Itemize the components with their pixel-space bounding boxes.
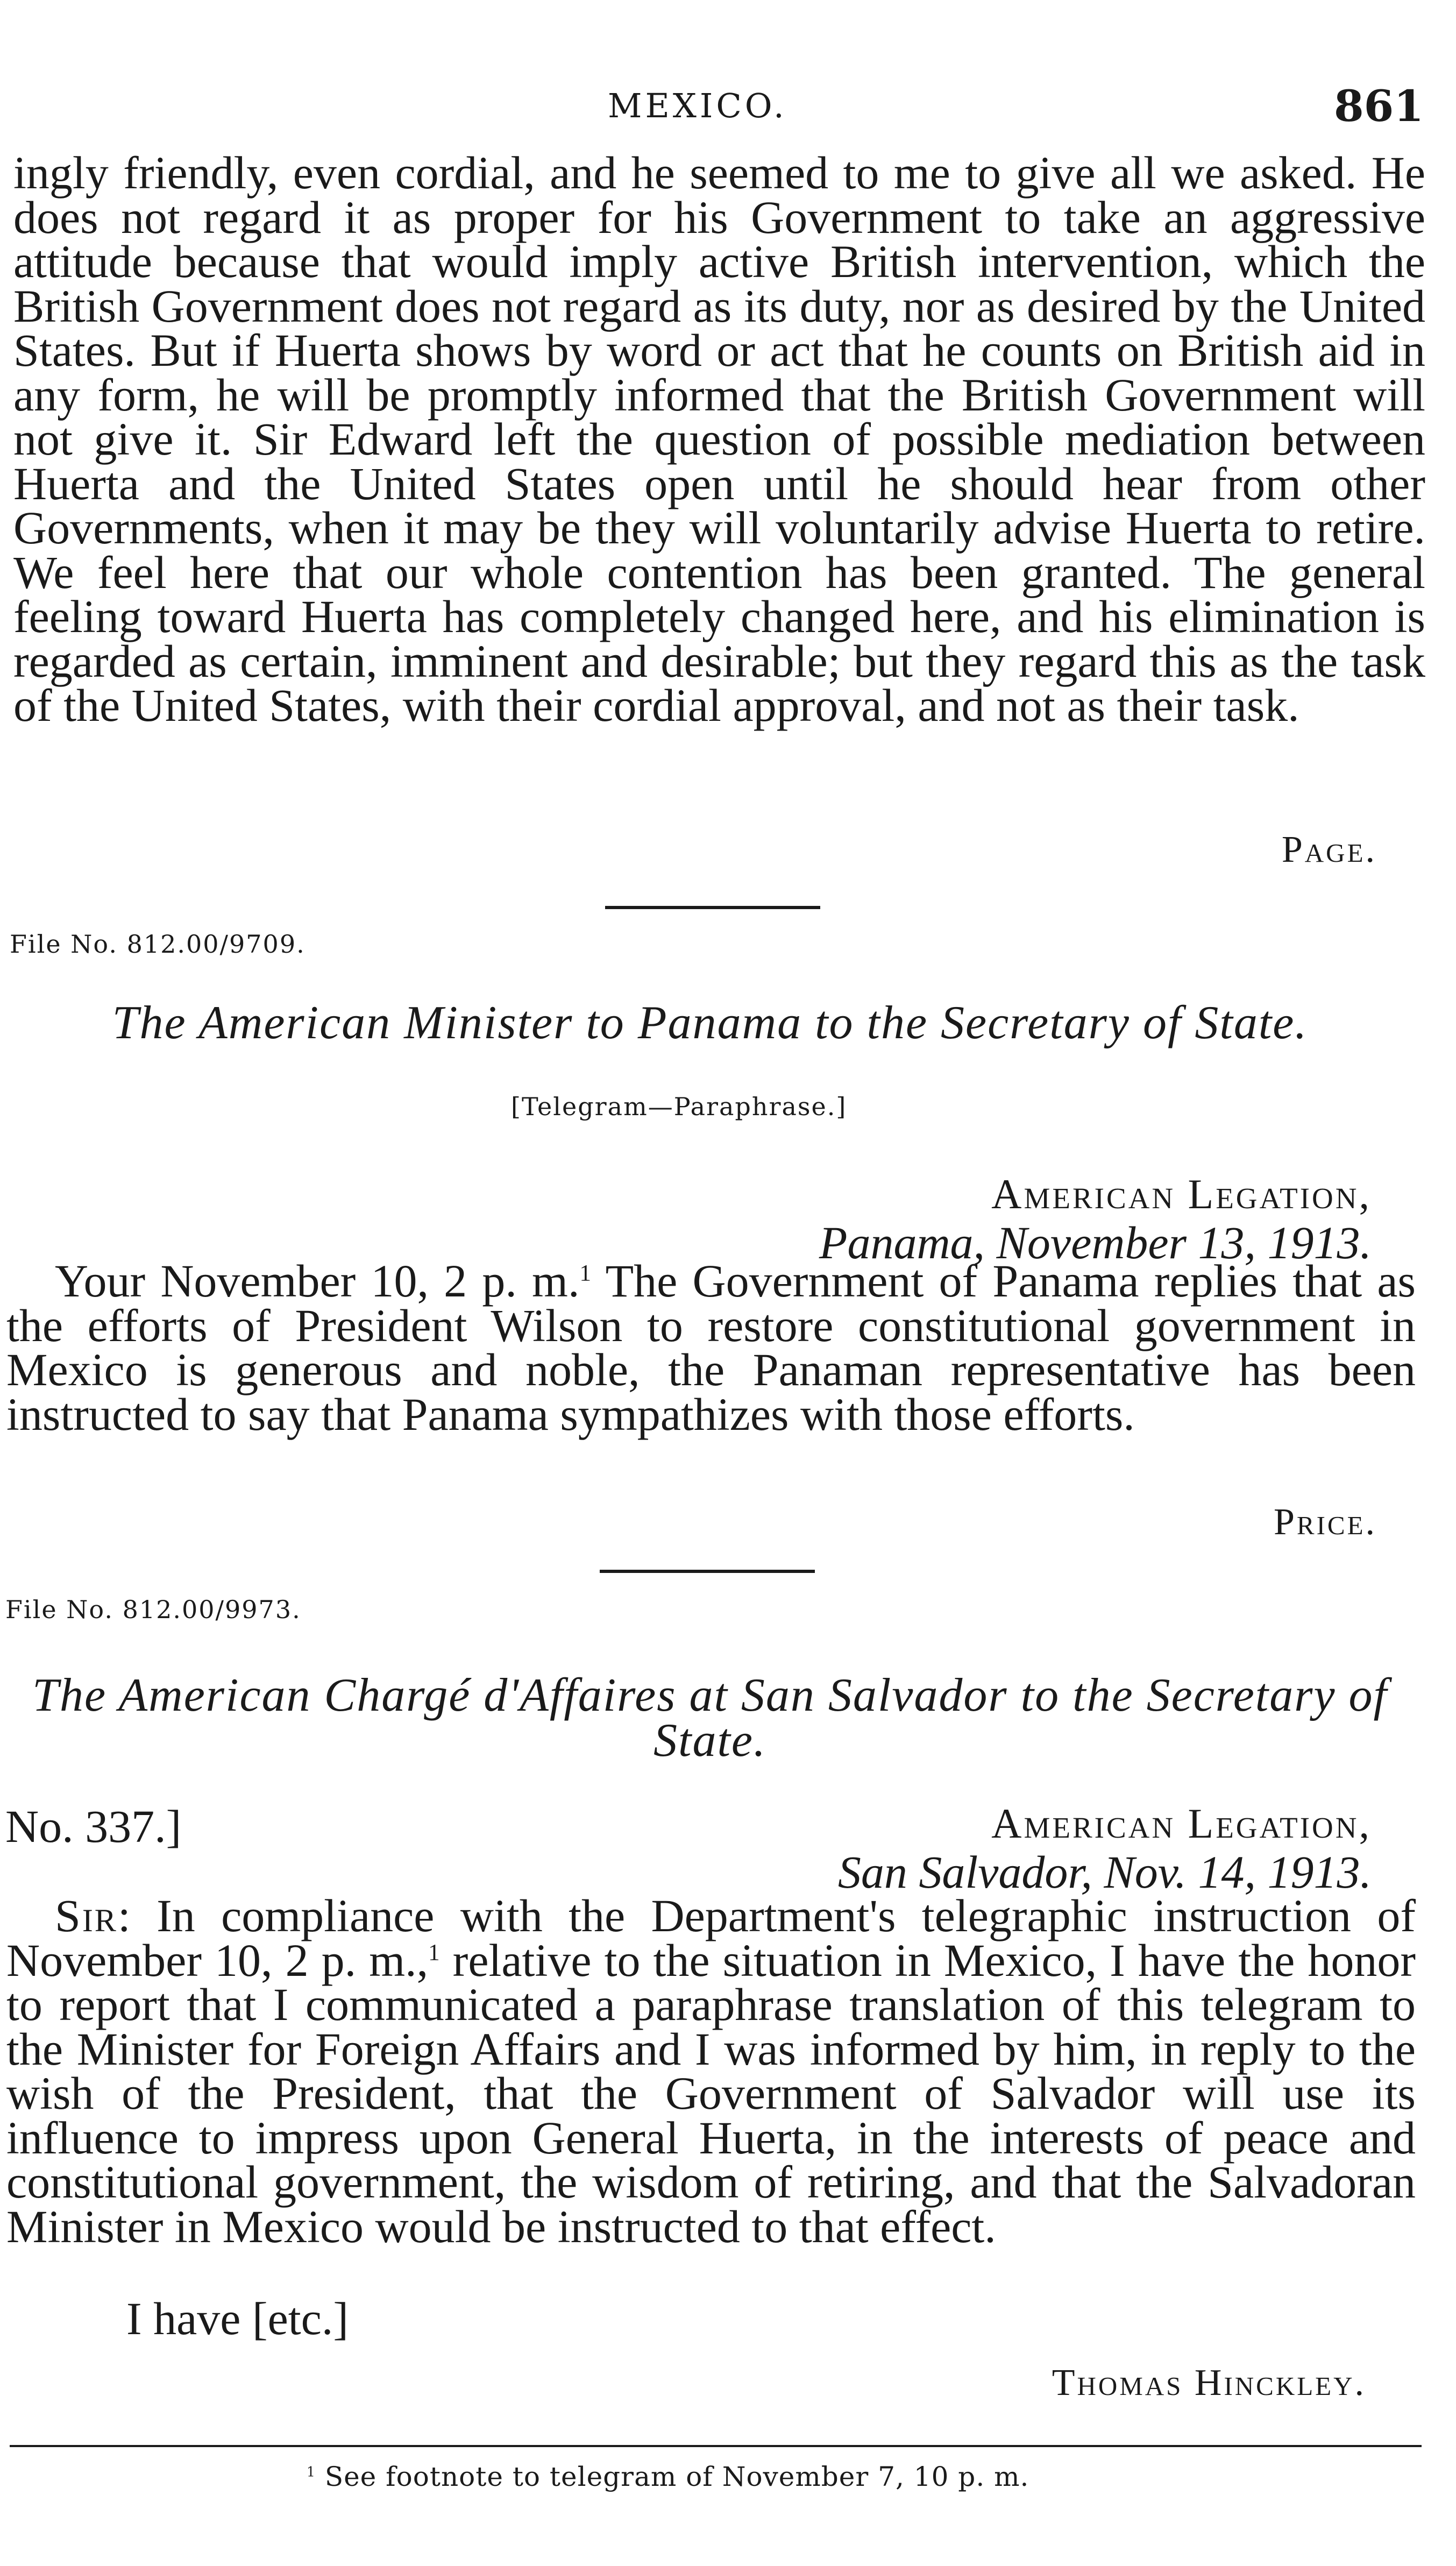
legation-name: American Legation, (991, 1171, 1372, 1217)
signature-price: Price. (1273, 1501, 1377, 1543)
closing: I have [etc.] (126, 2293, 349, 2344)
footnote-rule (10, 2445, 1422, 2447)
dateline: Panama, November 13, 1913. (819, 1217, 1372, 1268)
section-divider (600, 1570, 815, 1573)
document-heading: The American Minister to Panama to the Secretary of State. (112, 997, 1308, 1049)
place-date-block (699, 1170, 1372, 1267)
footnote-ref: 1 (579, 1260, 591, 1286)
telegram-label: [Telegram—Paraphrase.] (511, 1092, 847, 1121)
document-heading: The American Chargé d'Affaires at San Salvador to the Secretary of State. (32, 1669, 1388, 1767)
dateline: San Salvador, Nov. 14, 1913. (837, 1846, 1372, 1898)
continued-paragraph: ingly friendly, even cordial, and he seemed to me to give all we asked. He does not regard it as proper for his Government to take an aggressive attitude because that would imply active British intervention, which the British Government does not regard as its duty, nor as desired by the United States. But if Huerta shows by word or act that he counts on British aid in any form, he will be promptly informed that the British Government will not give it. Sir Edward left the question of possible mediation between Huerta and the United States open until he should hear from other Governments, when it may be they will voluntarily advise Huerta to retire. We feel here that our whole contention has been granted. The general feeling toward Huerta has completely changed here, and his elimination is regarded as certain, imminent and desirable; but they regard this as the task of the United States, with their cordial approval, and not as their task. (13, 147, 1425, 731)
footnote-ref: 1 (428, 1939, 440, 1965)
telegram-text: The Government of Panama replies that as the efforts of President Wilson to restore constitutional government in Mexico is generous and noble, the Panaman representative has been instructed to say that Panama sympathizes with those efforts. (6, 1255, 1416, 1440)
file-number: File No. 812.00/9973. (5, 1595, 301, 1624)
running-head (0, 81, 1456, 134)
despatch-body (6, 1890, 1416, 2252)
legation-name: American Legation, (991, 1800, 1372, 1847)
despatch-text: relative to the situation in Mexico, I have the honor to report that I communicated a paraphrase translation of this telegram to the Minister for Foreign Affairs and I was informed by him, in reply to the wish of the President, that the Government of Salvador will use its influence to impress upon General Huerta, in the interests of peace and constitutional government, the wisdom of retiring, and that the Salvadoran Minister in Mexico would be instructed to that effect. (6, 1934, 1416, 2252)
running-title: MEXICO. (608, 86, 787, 125)
reference-lead: Your November 10, 2 p. m. (55, 1255, 580, 1307)
despatch-lead: : In compliance with the Department's telegraphic instruction of November 10, 2 p. m., (6, 1890, 1416, 1986)
file-number: File No. 812.00/9709. (10, 930, 306, 959)
footnote (307, 2461, 1029, 2492)
footnote-text: See footnote to telegram of November 7, 10 p. m. (324, 2461, 1029, 2492)
telegram-body (6, 1255, 1416, 1440)
place-date-block (699, 1799, 1372, 1896)
section-divider (605, 906, 820, 909)
signature-page: Page. (1281, 829, 1377, 870)
despatch-number: No. 337.] (5, 1801, 182, 1852)
signature-hinckley: Thomas Hinckley. (1052, 2362, 1366, 2404)
page-number: 861 (1334, 81, 1424, 131)
footnote-mark: 1 (307, 2464, 316, 2480)
salutation: Sir (55, 1890, 118, 1941)
